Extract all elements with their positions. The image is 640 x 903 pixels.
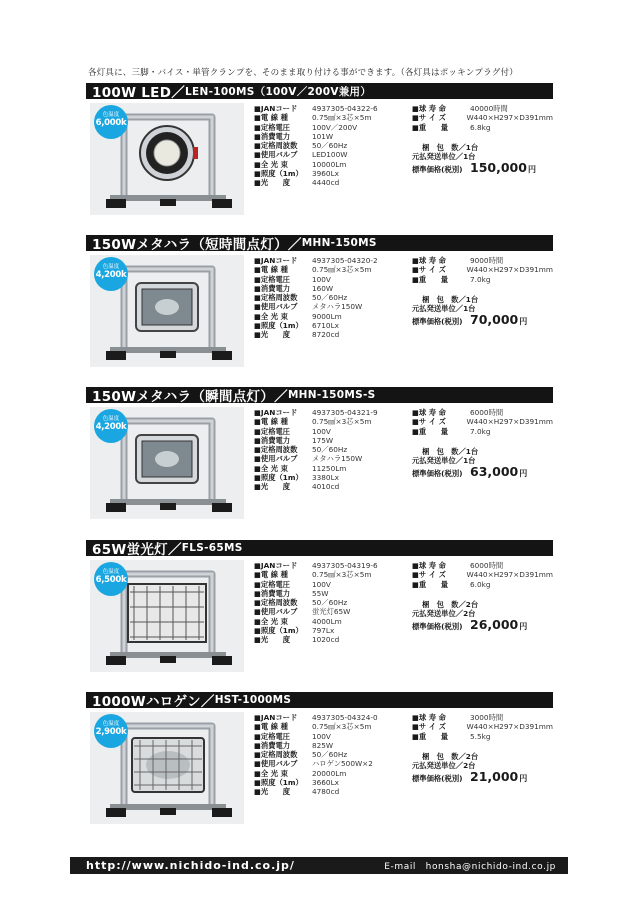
product-title: 150Wメタハラ（瞬間点灯）／ — [92, 389, 288, 403]
spec-value: 7.0kg — [470, 274, 491, 284]
shipping-unit: 元払発送単位／2台 — [412, 609, 476, 619]
spec-row — [254, 759, 404, 768]
spec-row — [254, 169, 404, 178]
spec-row — [254, 141, 404, 150]
spec-row — [254, 436, 404, 445]
spec-key: ■消費電力 — [254, 131, 291, 141]
spec-list-right — [412, 408, 553, 436]
spec-value: メタハラ150W — [312, 454, 363, 464]
spec-key: ■全 光 束 — [254, 616, 288, 626]
spec-value: 20000Lm — [312, 768, 347, 778]
spec-value: 40000時間 — [470, 104, 508, 113]
pack-count: 梱 包 数／2台 — [422, 600, 479, 609]
price-row — [412, 768, 553, 784]
spec-row — [254, 607, 404, 616]
packing-info — [412, 143, 553, 174]
spec-row — [254, 473, 404, 482]
spec-row — [254, 482, 404, 491]
pack-count: 梱 包 数／1台 — [422, 295, 479, 304]
product-title: 150Wメタハラ（短時間点灯）／ — [92, 237, 302, 251]
spec-key: ■JANコード — [254, 256, 298, 265]
spec-row — [412, 408, 553, 417]
shipping-unit: 元払発送単位／1台 — [412, 304, 476, 314]
spec-key: ■全 光 束 — [254, 463, 288, 473]
price-row — [412, 311, 553, 327]
spec-value: 100V／200V — [312, 122, 358, 132]
spec-value: 3660Lx — [312, 778, 339, 788]
color-temp-badge — [94, 409, 128, 443]
spec-key: ■電 線 種 — [254, 722, 288, 732]
spec-value: W440×H297×D391mm — [466, 417, 553, 427]
spec-value: 3960Lx — [312, 169, 339, 179]
spec-value: 1020cd — [312, 635, 340, 645]
spec-list-right — [412, 256, 553, 284]
badge-label: 色温度 — [102, 569, 120, 575]
spec-key: ■全 光 束 — [254, 159, 288, 169]
footer-bar — [70, 857, 568, 874]
spec-row — [412, 713, 553, 722]
spec-key: ■使用バルブ — [254, 759, 298, 769]
spec-row — [254, 580, 404, 589]
spec-key: ■球 寿 命 — [412, 561, 446, 570]
badge-label: 色温度 — [102, 112, 120, 118]
spec-key: ■使用バルブ — [254, 607, 298, 617]
spec-value: 10000Lm — [312, 159, 347, 169]
badge-value: 6,500k — [95, 575, 127, 585]
spec-row — [412, 732, 553, 741]
spec-key: ■重 量 — [412, 274, 449, 284]
spec-row — [254, 561, 404, 570]
product-title: 65W蛍光灯／ — [92, 542, 182, 556]
spec-key: ■全 光 束 — [254, 768, 288, 778]
pack-count: 梱 包 数／1台 — [422, 447, 479, 456]
spec-value: 50／60Hz — [312, 141, 348, 151]
spec-key: ■定格電圧 — [254, 579, 291, 589]
spec-value: 6.0kg — [470, 579, 491, 589]
packing-info — [412, 295, 553, 326]
spec-value: 0.75㎟×3芯×5m — [312, 570, 372, 580]
badge-label: 色温度 — [102, 416, 120, 422]
spec-key: ■電 線 種 — [254, 417, 288, 427]
spec-key: ■JANコード — [254, 713, 298, 722]
spec-value: W440×H297×D391mm — [466, 570, 553, 580]
product-title: 1000Wハロゲン／ — [92, 694, 215, 708]
spec-value: 5.5kg — [470, 731, 491, 741]
product-header — [86, 540, 553, 556]
spec-row — [254, 408, 404, 417]
spec-row — [254, 321, 404, 330]
spec-row — [254, 750, 404, 759]
spec-row — [254, 104, 404, 113]
price-value: 26,000 — [470, 616, 519, 632]
product-section — [86, 235, 553, 377]
spec-row — [412, 104, 553, 113]
color-temp-badge — [94, 562, 128, 596]
product-section — [86, 540, 553, 682]
spec-key: ■光 度 — [254, 330, 291, 340]
spec-key: ■球 寿 命 — [412, 104, 446, 113]
spec-row — [254, 635, 404, 644]
spec-key: ■光 度 — [254, 787, 291, 797]
packing-info — [412, 752, 553, 783]
spec-row — [412, 265, 553, 274]
pack-count: 梱 包 数／1台 — [422, 143, 479, 152]
spec-row — [254, 741, 404, 750]
color-temp-badge — [94, 105, 128, 139]
spec-value: 825W — [312, 740, 334, 750]
spec-row — [412, 417, 553, 426]
spec-row — [412, 275, 553, 284]
product-model: LEN-100MS（100V／200V兼用） — [185, 85, 372, 98]
price-row — [412, 616, 553, 632]
spec-value: 6710Lx — [312, 321, 339, 331]
spec-key: ■消費電力 — [254, 283, 291, 293]
spec-row — [254, 284, 404, 293]
spec-value: 100V — [312, 731, 331, 741]
spec-key: ■照度（1m） — [254, 169, 303, 179]
spec-value: 50／60Hz — [312, 293, 348, 303]
spec-key: ■定格周波数 — [254, 445, 298, 455]
spec-value: 6000時間 — [470, 561, 504, 570]
spec-row — [254, 722, 404, 731]
spec-key: ■使用バルブ — [254, 150, 298, 160]
product-model: HST-1000MS — [214, 694, 292, 706]
spec-row — [254, 256, 404, 265]
price-unit: 円 — [519, 316, 528, 326]
spec-value: 160W — [312, 283, 334, 293]
spec-row — [254, 150, 404, 159]
spec-key: ■照度（1m） — [254, 321, 303, 331]
spec-list — [254, 561, 404, 645]
spec-value: 4780cd — [312, 787, 340, 797]
spec-value: 4937305-04321-9 — [312, 408, 378, 417]
spec-value: 11250Lm — [312, 463, 347, 473]
spec-key: ■定格周波数 — [254, 598, 298, 608]
spec-key: ■定格電圧 — [254, 274, 291, 284]
product-section — [86, 83, 553, 225]
shipping-unit: 元払発送単位／1台 — [412, 152, 476, 162]
price-value: 150,000 — [470, 159, 527, 175]
spec-key: ■全 光 束 — [254, 311, 288, 321]
spec-value: 50／60Hz — [312, 445, 348, 455]
spec-key: ■定格電圧 — [254, 426, 291, 436]
spec-key: ■光 度 — [254, 178, 291, 188]
product-model: FLS-65MS — [181, 542, 243, 554]
price-value: 21,000 — [470, 768, 519, 784]
spec-row — [412, 427, 553, 436]
spec-row — [254, 626, 404, 635]
spec-key: ■照度（1m） — [254, 626, 303, 636]
spec-row — [254, 132, 404, 141]
spec-value: 50／60Hz — [312, 750, 348, 760]
spec-value: 3000時間 — [470, 713, 504, 722]
spec-key: ■定格周波数 — [254, 293, 298, 303]
product-model: MHN-150MS — [301, 237, 377, 249]
spec-row — [254, 454, 404, 463]
spec-key: ■サ イ ズ — [412, 570, 446, 580]
spec-key: ■重 量 — [412, 426, 449, 436]
spec-value: W440×H297×D391mm — [466, 265, 553, 275]
shipping-unit: 元払発送単位／1台 — [412, 456, 476, 466]
price-label: 標準価格(税別) — [412, 164, 463, 174]
spec-row — [254, 265, 404, 274]
spec-row — [254, 275, 404, 284]
spec-value: 0.75㎟×3芯×5m — [312, 113, 372, 123]
spec-list-right — [412, 104, 553, 132]
spec-key: ■消費電力 — [254, 740, 291, 750]
spec-value: W440×H297×D391mm — [466, 113, 553, 123]
spec-key: ■球 寿 命 — [412, 408, 446, 417]
spec-value: 7.0kg — [470, 426, 491, 436]
product-header — [86, 83, 553, 99]
product-title: 100W LED／ — [92, 85, 186, 99]
spec-key: ■重 量 — [412, 122, 449, 132]
email-address[interactable]: E-mail honsha@nichido-ind.co.jp — [384, 862, 556, 872]
spec-row — [254, 787, 404, 796]
spec-row — [254, 617, 404, 626]
spec-row — [254, 302, 404, 311]
spec-row — [254, 330, 404, 339]
badge-value: 6,000k — [95, 118, 127, 128]
spec-row — [254, 113, 404, 122]
spec-value: 6.8kg — [470, 122, 491, 132]
spec-row — [412, 580, 553, 589]
spec-row — [254, 123, 404, 132]
spec-row — [254, 293, 404, 302]
spec-value: 0.75㎟×3芯×5m — [312, 417, 372, 427]
spec-key: ■消費電力 — [254, 435, 291, 445]
spec-key: ■サ イ ズ — [412, 113, 446, 123]
spec-row — [254, 312, 404, 321]
intro-text: 各灯具に、三脚・バイス・単管クランプを、そのまま取り付ける事ができます。（各灯具はポッキンプラグ付） — [88, 68, 518, 78]
product-header — [86, 235, 553, 251]
spec-key: ■重 量 — [412, 579, 449, 589]
spec-key: ■JANコード — [254, 561, 298, 570]
spec-value: 4440cd — [312, 178, 340, 188]
spec-value: 101W — [312, 131, 334, 141]
spec-value: 50／60Hz — [312, 598, 348, 608]
spec-key: ■使用バルブ — [254, 302, 298, 312]
spec-row — [254, 445, 404, 454]
spec-key: ■重 量 — [412, 731, 449, 741]
spec-key: ■サ イ ズ — [412, 265, 446, 275]
badge-label: 色温度 — [102, 264, 120, 270]
product-model: MHN-150MS-S — [287, 389, 376, 401]
spec-key: ■球 寿 命 — [412, 256, 446, 265]
spec-list — [254, 256, 404, 340]
spec-row — [254, 713, 404, 722]
spec-value: 9000時間 — [470, 256, 504, 265]
spec-key: ■サ イ ズ — [412, 417, 446, 427]
pack-count: 梱 包 数／2台 — [422, 752, 479, 761]
spec-list-right — [412, 561, 553, 589]
spec-key: ■照度（1m） — [254, 778, 303, 788]
price-row — [412, 159, 553, 175]
spec-row — [254, 769, 404, 778]
spec-value: W440×H297×D391mm — [466, 722, 553, 732]
spec-value: 4937305-04320-2 — [312, 256, 378, 265]
price-row — [412, 463, 553, 479]
spec-value: 0.75㎟×3芯×5m — [312, 265, 372, 275]
spec-key: ■使用バルブ — [254, 454, 298, 464]
price-unit: 円 — [527, 164, 536, 174]
spec-row — [254, 732, 404, 741]
spec-key: ■光 度 — [254, 635, 291, 645]
product-header — [86, 387, 553, 403]
color-temp-badge — [94, 257, 128, 291]
color-temp-badge — [94, 714, 128, 748]
spec-row — [254, 589, 404, 598]
spec-key: ■球 寿 命 — [412, 713, 446, 722]
spec-value: 4937305-04324-0 — [312, 713, 378, 722]
spec-row — [412, 561, 553, 570]
spec-value: 6000時間 — [470, 408, 504, 417]
spec-row — [254, 160, 404, 169]
spec-key: ■定格電圧 — [254, 122, 291, 132]
spec-row — [412, 113, 553, 122]
spec-key: ■定格周波数 — [254, 141, 298, 151]
spec-key: ■定格電圧 — [254, 731, 291, 741]
spec-list-right — [412, 713, 553, 741]
spec-list — [254, 713, 404, 797]
badge-label: 色温度 — [102, 721, 120, 727]
spec-list — [254, 104, 404, 188]
spec-value: 175W — [312, 435, 334, 445]
spec-key: ■JANコード — [254, 104, 298, 113]
spec-key: ■JANコード — [254, 408, 298, 417]
spec-value: ハロゲン500W×2 — [312, 759, 373, 769]
product-section — [86, 692, 553, 834]
spec-value: 55W — [312, 588, 329, 598]
spec-row — [254, 427, 404, 436]
spec-value: 4000Lm — [312, 616, 342, 626]
spec-value: 4010cd — [312, 482, 340, 492]
price-value: 70,000 — [470, 311, 519, 327]
spec-row — [254, 464, 404, 473]
spec-row — [254, 417, 404, 426]
spec-row — [254, 778, 404, 787]
spec-value: 蛍光灯65W — [312, 607, 351, 617]
price-label: 標準価格(税別) — [412, 468, 463, 478]
packing-info — [412, 447, 553, 478]
badge-value: 4,200k — [95, 270, 127, 280]
spec-key: ■光 度 — [254, 482, 291, 492]
spec-value: 100V — [312, 579, 331, 589]
spec-value: 100V — [312, 274, 331, 284]
shipping-unit: 元払発送単位／2台 — [412, 761, 476, 771]
product-section — [86, 387, 553, 529]
spec-row — [254, 178, 404, 187]
spec-value: 4937305-04319-6 — [312, 561, 378, 570]
spec-key: ■照度（1m） — [254, 473, 303, 483]
spec-value: メタハラ150W — [312, 302, 363, 312]
packing-info — [412, 600, 553, 631]
price-label: 標準価格(税別) — [412, 316, 463, 326]
spec-row — [254, 598, 404, 607]
spec-row — [412, 256, 553, 265]
spec-value: LED100W — [312, 150, 348, 160]
product-header — [86, 692, 553, 708]
spec-key: ■電 線 種 — [254, 570, 288, 580]
price-value: 63,000 — [470, 463, 519, 479]
badge-value: 2,900k — [95, 727, 127, 737]
spec-value: 3380Lx — [312, 473, 339, 483]
website-url[interactable]: http://www.nichido-ind.co.jp/ — [86, 859, 295, 872]
spec-value: 9000Lm — [312, 311, 342, 321]
price-label: 標準価格(税別) — [412, 621, 463, 631]
spec-key: ■消費電力 — [254, 588, 291, 598]
spec-row — [412, 570, 553, 579]
spec-key: ■サ イ ズ — [412, 722, 446, 732]
spec-value: 100V — [312, 426, 331, 436]
spec-row — [412, 722, 553, 731]
price-label: 標準価格(税別) — [412, 773, 463, 783]
spec-row — [254, 570, 404, 579]
spec-list — [254, 408, 404, 492]
spec-value: 0.75㎟×3芯×5m — [312, 722, 372, 732]
spec-key: ■電 線 種 — [254, 265, 288, 275]
spec-row — [412, 123, 553, 132]
badge-value: 4,200k — [95, 422, 127, 432]
price-unit: 円 — [519, 468, 528, 478]
spec-key: ■定格周波数 — [254, 750, 298, 760]
spec-value: 4937305-04322-6 — [312, 104, 378, 113]
spec-key: ■電 線 種 — [254, 113, 288, 123]
spec-value: 8720cd — [312, 330, 340, 340]
spec-value: 797Lx — [312, 626, 335, 636]
price-unit: 円 — [519, 773, 528, 783]
price-unit: 円 — [519, 621, 528, 631]
